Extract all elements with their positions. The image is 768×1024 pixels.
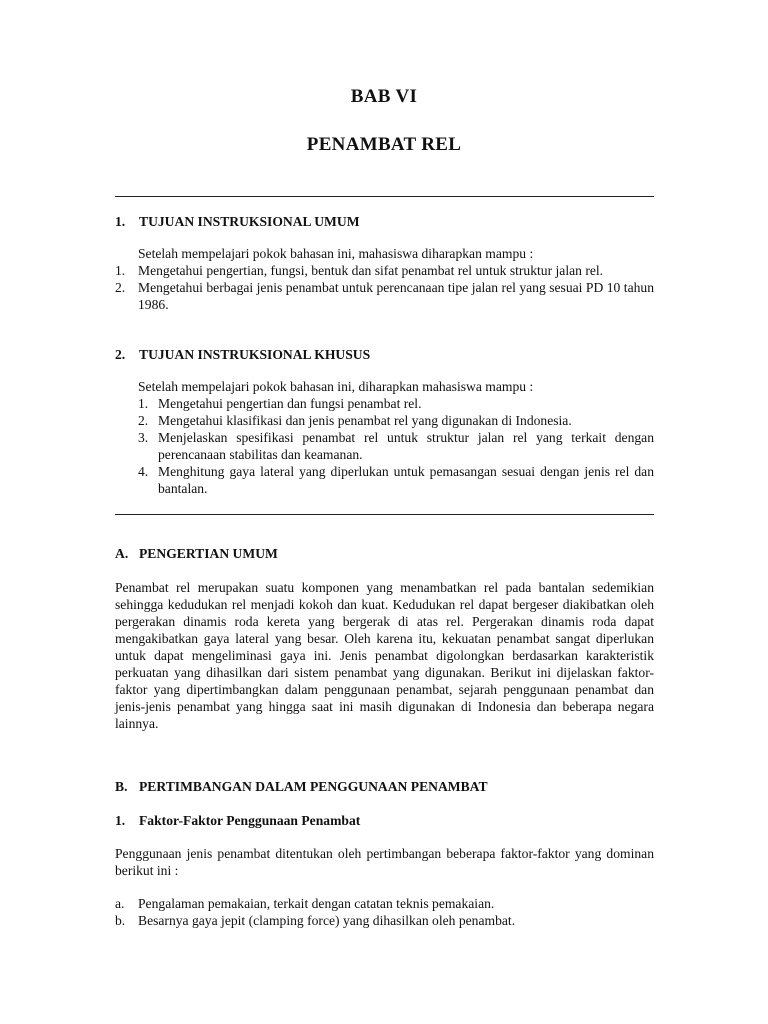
heading-text: TUJUAN INSTRUKSIONAL UMUM: [139, 214, 360, 229]
general-objectives-intro: Setelah mempelajari pokok bahasan ini, mahasiswa diharapkan mampu :: [138, 246, 534, 261]
list-text: Mengetahui klasifikasi dan jenis penambat rel yang digunakan di Indonesia.: [158, 413, 572, 428]
list-text: Menjelaskan spesifikasi penambat rel untuk struktur jalan rel yang terkait dengan perencanaan stabilitas dan keamanan.: [158, 430, 654, 462]
list-item: [115, 463, 654, 497]
list-text: Mengetahui berbagai jenis penambat untuk perencanaan tipe jalan rel yang sesuai PD 10 tahun 1986.: [138, 280, 654, 312]
list-item: [115, 895, 654, 912]
section-b-heading: [115, 778, 654, 795]
list-item: [115, 429, 654, 463]
list-item: [115, 262, 654, 279]
subsection-b1-paragraph: Penggunaan jenis penambat ditentukan oleh pertimbangan beberapa faktor-faktor yang dominan berikut ini :: [115, 846, 654, 878]
specific-objectives-heading: [115, 346, 654, 363]
heading-text: Faktor-Faktor Penggunaan Penambat: [139, 813, 361, 828]
list-text: Menghitung gaya lateral yang diperlukan untuk pemasangan sesuai dengan jenis rel dan bantalan.: [158, 464, 654, 496]
heading-number: B.: [115, 779, 128, 794]
list-marker: 2.: [138, 413, 149, 428]
section-a-heading: [115, 545, 654, 562]
list-item: [115, 412, 654, 429]
list-item: [115, 395, 654, 412]
chapter-title: PENAMBAT REL: [306, 134, 462, 155]
list-text: Besarnya gaya jepit (clamping force) yang dihasilkan oleh penambat.: [138, 913, 516, 928]
specific-objectives: [115, 346, 654, 497]
bottom-divider: [115, 514, 654, 515]
general-objectives: [115, 213, 654, 313]
heading-number: 1.: [115, 214, 126, 229]
heading-text: PERTIMBANGAN DALAM PENGGUNAAN PENAMBAT: [139, 779, 488, 794]
list-item: [115, 912, 654, 929]
list-text: Pengalaman pemakaian, terkait dengan catatan teknis pemakaian.: [138, 896, 495, 911]
list-item: [115, 279, 654, 313]
subsection-b1-heading: [115, 812, 654, 829]
heading-number: A.: [115, 546, 129, 561]
list-marker: b.: [115, 913, 126, 928]
top-divider: [115, 196, 654, 197]
general-objectives-heading: [115, 213, 654, 230]
heading-text: PENGERTIAN UMUM: [139, 546, 278, 561]
list-text: Mengetahui pengertian dan fungsi penambat rel.: [158, 396, 422, 411]
list-marker: 1.: [115, 263, 126, 278]
section-a-paragraph: Penambat rel merupakan suatu komponen yang menambatkan rel pada bantalan sedemikian sehingga kedudukan rel menjadi kokoh dan kuat. Kedudukan rel dapat bergeser diakibatkan oleh pergerakan dinamis roda kereta yang bergerak di atas rel. Pergerakan dinamis roda dapat mengakibatkan gaya lateral yang besar. Oleh karena itu, kekuatan penambat sangat diperlukan untuk dapat mengeliminasi gaya ini. Jenis penambat digolongkan berdasarkan karakteristik perkuatan yang dihasilkan dari sistem penambat yang digunakan. Berikut ini dijelaskan faktor-faktor yang dipertimbangkan dalam penggunaan penambat, sejarah penggunaan penambat dan jenis-jenis penambat yang hingga saat ini masih digunakan di Indonesia dan beberapa negara lainnya.: [115, 580, 654, 731]
heading-number: 1.: [115, 813, 126, 828]
chapter-number: BAB VI: [350, 86, 418, 107]
list-text: Mengetahui pengertian, fungsi, bentuk dan sifat penambat rel untuk struktur jalan rel.: [138, 263, 604, 278]
list-marker: 1.: [138, 396, 149, 411]
heading-text: TUJUAN INSTRUKSIONAL KHUSUS: [139, 347, 371, 362]
subsection-b1-list: [115, 895, 654, 929]
list-marker: a.: [115, 896, 125, 911]
specific-objectives-intro: Setelah mempelajari pokok bahasan ini, diharapkan mahasiswa mampu :: [138, 379, 534, 394]
list-marker: 4.: [138, 464, 149, 479]
heading-number: 2.: [115, 347, 126, 362]
list-marker: 2.: [115, 280, 126, 295]
list-marker: 3.: [138, 430, 149, 445]
